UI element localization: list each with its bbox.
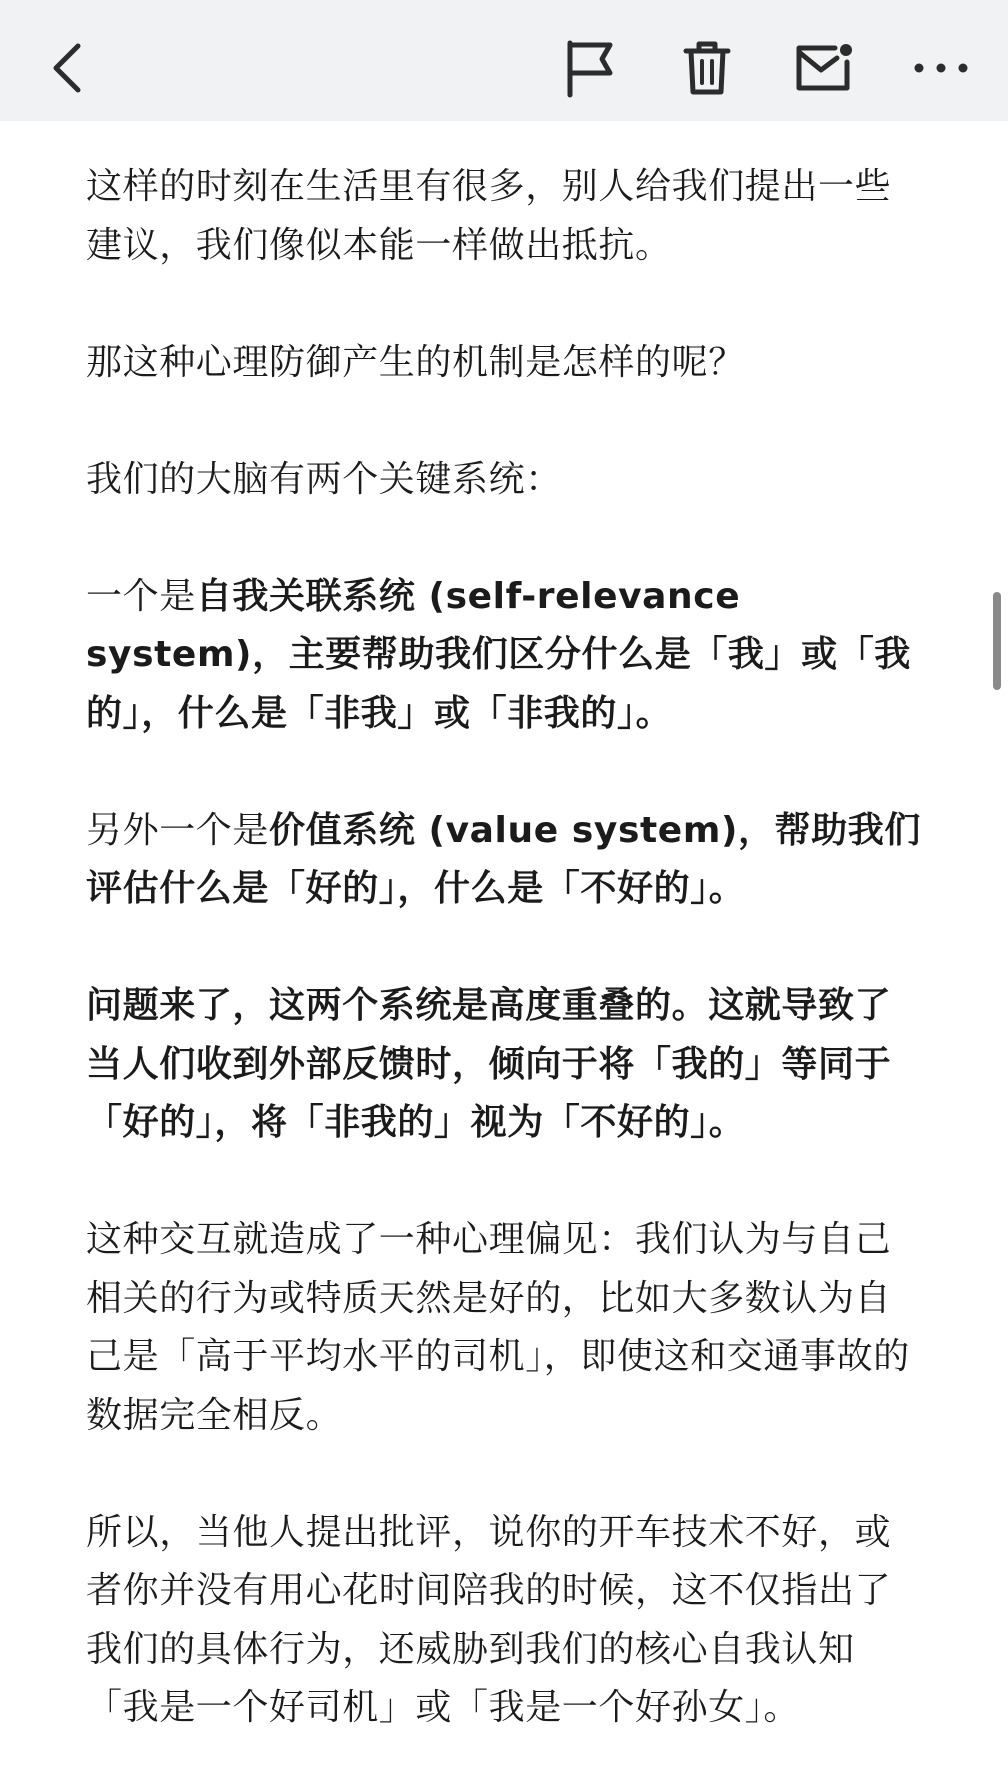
paragraph: 问题来了，这两个系统是高度重叠的。这就导致了当人们收到外部反馈时，倾向于将「我的」等同于「好的」，将「非我的」视为「不好的」。: [86, 985, 892, 1143]
chevron-left-icon: [48, 40, 88, 96]
paragraph-text: 另外一个是: [86, 809, 270, 851]
email-body: [86, 158, 926, 1738]
bold-text: 价值系统 (value system)，帮助我们评估什么是「好的」，什么是「不好的」。: [86, 809, 921, 909]
more-button[interactable]: [901, 28, 981, 108]
delete-button[interactable]: [667, 28, 747, 108]
trash-icon: [682, 39, 732, 97]
more-horizontal-icon: [913, 61, 969, 75]
paragraph: 这样的时刻在生活里有很多，别人给我们提出一些建议，我们像似本能一样做出抵抗。: [86, 166, 892, 266]
paragraph: [86, 802, 926, 919]
back-button[interactable]: [28, 28, 108, 108]
flag-button[interactable]: [550, 28, 630, 108]
flag-icon: [562, 37, 618, 99]
scrollbar-thumb[interactable]: [993, 592, 1001, 690]
mail-unread-icon: [793, 42, 855, 94]
paragraph: 所以，当他人提出批评，说你的开车技术不好，或者你并没有用心花时间陪我的时候，这不仅指出了我们的具体行为，还威胁到我们的核心自我认知「我是一个好司机」或「我是一个好孙女」。: [86, 1511, 892, 1728]
paragraph: 那这种心理防御产生的机制是怎样的呢？: [86, 341, 745, 383]
top-toolbar: [0, 0, 1008, 121]
paragraph: 我们的大脑有两个关键系统：: [86, 458, 562, 500]
mark-unread-button[interactable]: [784, 28, 864, 108]
paragraph: 这种交互就造成了一种心理偏见：我们认为与自己相关的行为或特质天然是好的，比如大多数认为自己是「高于平均水平的司机」，即使这和交通事故的数据完全相反。: [86, 1219, 910, 1436]
bold-text: 自我关联系统 (self-relevance system)，主要帮助我们区分什么是「我」或「我的」，什么是「非我」或「非我的」。: [86, 575, 911, 734]
paragraph: [86, 568, 926, 744]
paragraph-text: 一个是: [86, 575, 196, 617]
